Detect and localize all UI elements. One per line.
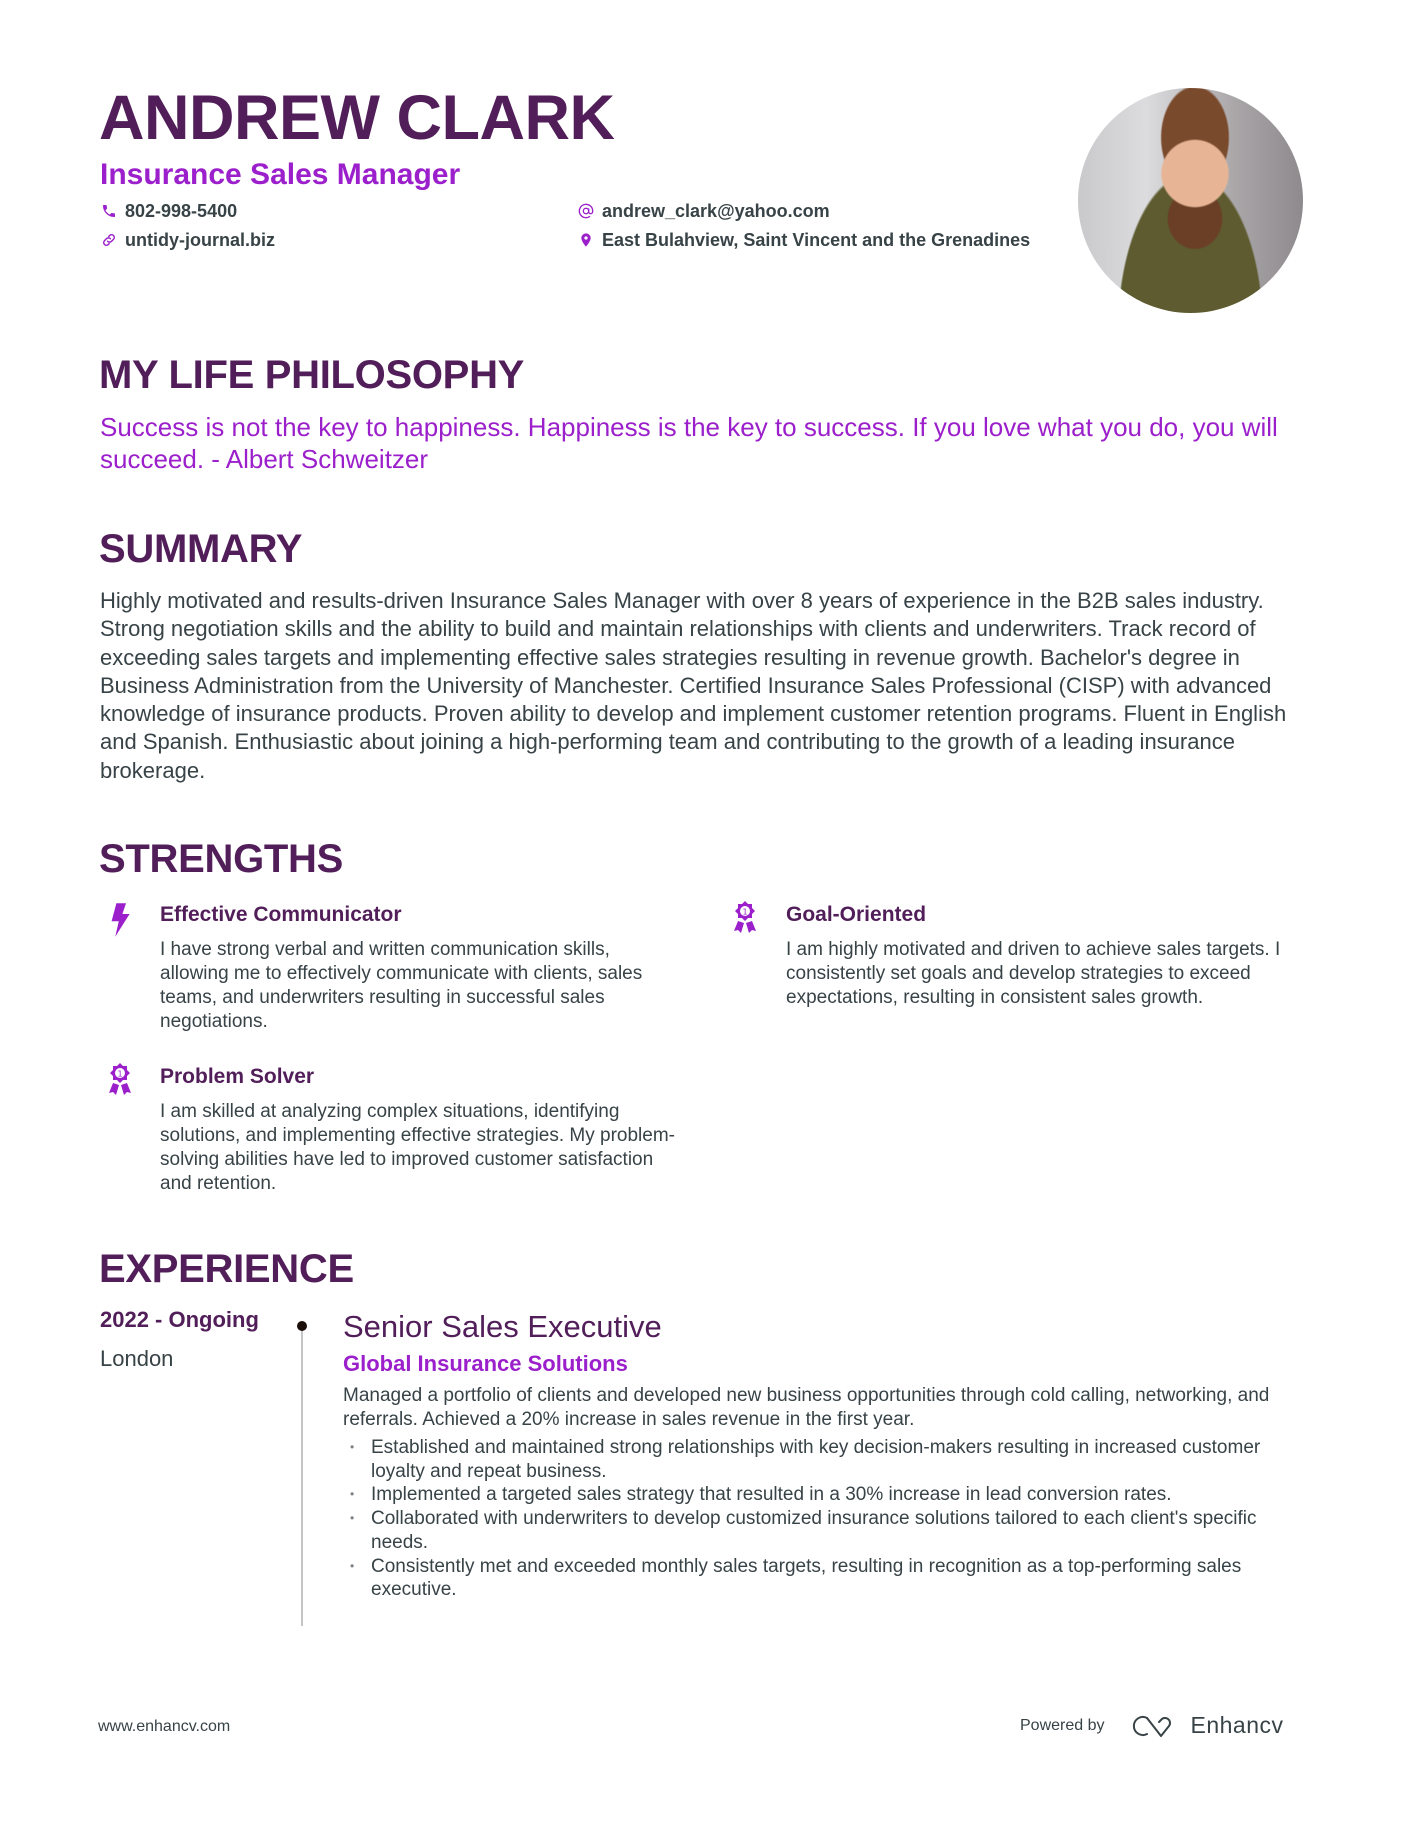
award-ribbon-icon <box>105 1062 135 1098</box>
strength-item <box>105 902 135 943</box>
philosophy-quote: Success is not the key to happiness. Happiness is the key to success. If you love what you do, you will succeed. - Albert Schweitzer <box>100 412 1278 474</box>
phone-number: 802-998-5400 <box>125 201 238 221</box>
link-icon <box>100 231 118 249</box>
section-heading-strengths: STRENGTHS <box>99 837 343 881</box>
contact-location <box>577 229 1030 251</box>
website-link[interactable]: untidy-journal.biz <box>125 230 275 250</box>
strength-description: I am highly motivated and driven to achieve sales targets. I consistently set goals and develop strategies to exceed expectations, resulting in consistent sales growth. <box>786 939 1281 1008</box>
at-icon <box>577 202 595 220</box>
profile-photo <box>1078 88 1303 313</box>
experience-bullet: • Established and maintained strong relationships with key decision-makers resulting in increased customer loyalty and repeat business. <box>343 1436 1303 1483</box>
contact-email[interactable] <box>577 200 830 222</box>
powered-by-label: Powered by <box>1020 1716 1105 1734</box>
strength-item <box>105 1062 135 1103</box>
contact-phone <box>100 200 237 222</box>
contact-website[interactable] <box>100 229 275 251</box>
experience-description: Managed a portfolio of clients and developed new business opportunities through cold calling, networking, and referrals. Achieved a 20% increase in sales revenue in the first year. <box>343 1385 1270 1430</box>
lightning-bolt-icon <box>105 902 135 938</box>
award-ribbon-icon <box>730 900 760 936</box>
experience-bullet: • Implemented a targeted sales strategy that resulted in a 30% increase in lead conversion rates. <box>343 1483 1303 1507</box>
experience-location: London <box>100 1346 174 1371</box>
strength-item <box>730 900 760 941</box>
strength-description: I have strong verbal and written communication skills, allowing me to effectively communicate with clients, sales teams, and underwriters resulting in successful sales negotiations. <box>160 939 643 1032</box>
experience-role: Senior Sales Executive <box>343 1309 662 1344</box>
job-title: Insurance Sales Manager <box>100 158 461 191</box>
experience-company: Global Insurance Solutions <box>343 1351 628 1376</box>
experience-bullets <box>343 1436 1303 1602</box>
experience-bullet: • Consistently met and exceeded monthly sales targets, resulting in recognition as a top-performing sales executive. <box>343 1555 1303 1602</box>
location-text: East Bulahview, Saint Vincent and the Grenadines <box>602 230 1031 250</box>
enhancv-brand-name: Enhancv <box>1190 1712 1284 1738</box>
enhancv-logo-icon <box>1131 1713 1179 1739</box>
map-pin-icon <box>577 231 595 249</box>
experience-dates: 2022 - Ongoing <box>100 1307 259 1332</box>
footer-website-link[interactable]: www.enhancv.com <box>98 1718 231 1735</box>
section-heading-philosophy: MY LIFE PHILOSOPHY <box>99 353 525 397</box>
footer-branding[interactable] <box>1020 1712 1284 1739</box>
strength-description: I am skilled at analyzing complex situations, identifying solutions, and implementing effective strategies. My problem-solving abilities have led to improved customer satisfaction and retention. <box>160 1101 676 1194</box>
section-heading-summary: SUMMARY <box>99 527 303 571</box>
experience-bullet: • Collaborated with underwriters to develop customized insurance solutions tailored to each client's specific needs. <box>343 1507 1303 1554</box>
timeline-line <box>301 1326 303 1626</box>
strength-title: Problem Solver <box>160 1065 315 1088</box>
strength-title: Goal-Oriented <box>786 903 927 926</box>
summary-text: Highly motivated and results-driven Insurance Sales Manager with over 8 years of experience in the B2B sales industry. Strong negotiation skills and the ability to build and maintain relationships with clients and underwriters. Track record of exceeding sales targets and implementing effective sales strategies resulting in revenue growth. Bachelor's degree in Business Administration from the University of Manchester. Certified Insurance Sales Professional (CISP) with advanced knowledge of insurance products. Proven ability to develop and implement customer retention programs. Fluent in English and Spanish. Enthusiastic about joining a high-performing team and contributing to the growth of a leading insurance brokerage. <box>100 588 1287 783</box>
timeline-dot <box>297 1321 307 1331</box>
section-heading-experience: EXPERIENCE <box>99 1247 354 1291</box>
email-address[interactable]: andrew_clark@yahoo.com <box>602 201 830 221</box>
candidate-name: ANDREW CLARK <box>99 83 615 153</box>
phone-icon <box>100 202 118 220</box>
svg-text:1: 1 <box>742 907 748 917</box>
strength-title: Effective Communicator <box>160 903 402 926</box>
svg-text:1: 1 <box>117 1069 123 1079</box>
